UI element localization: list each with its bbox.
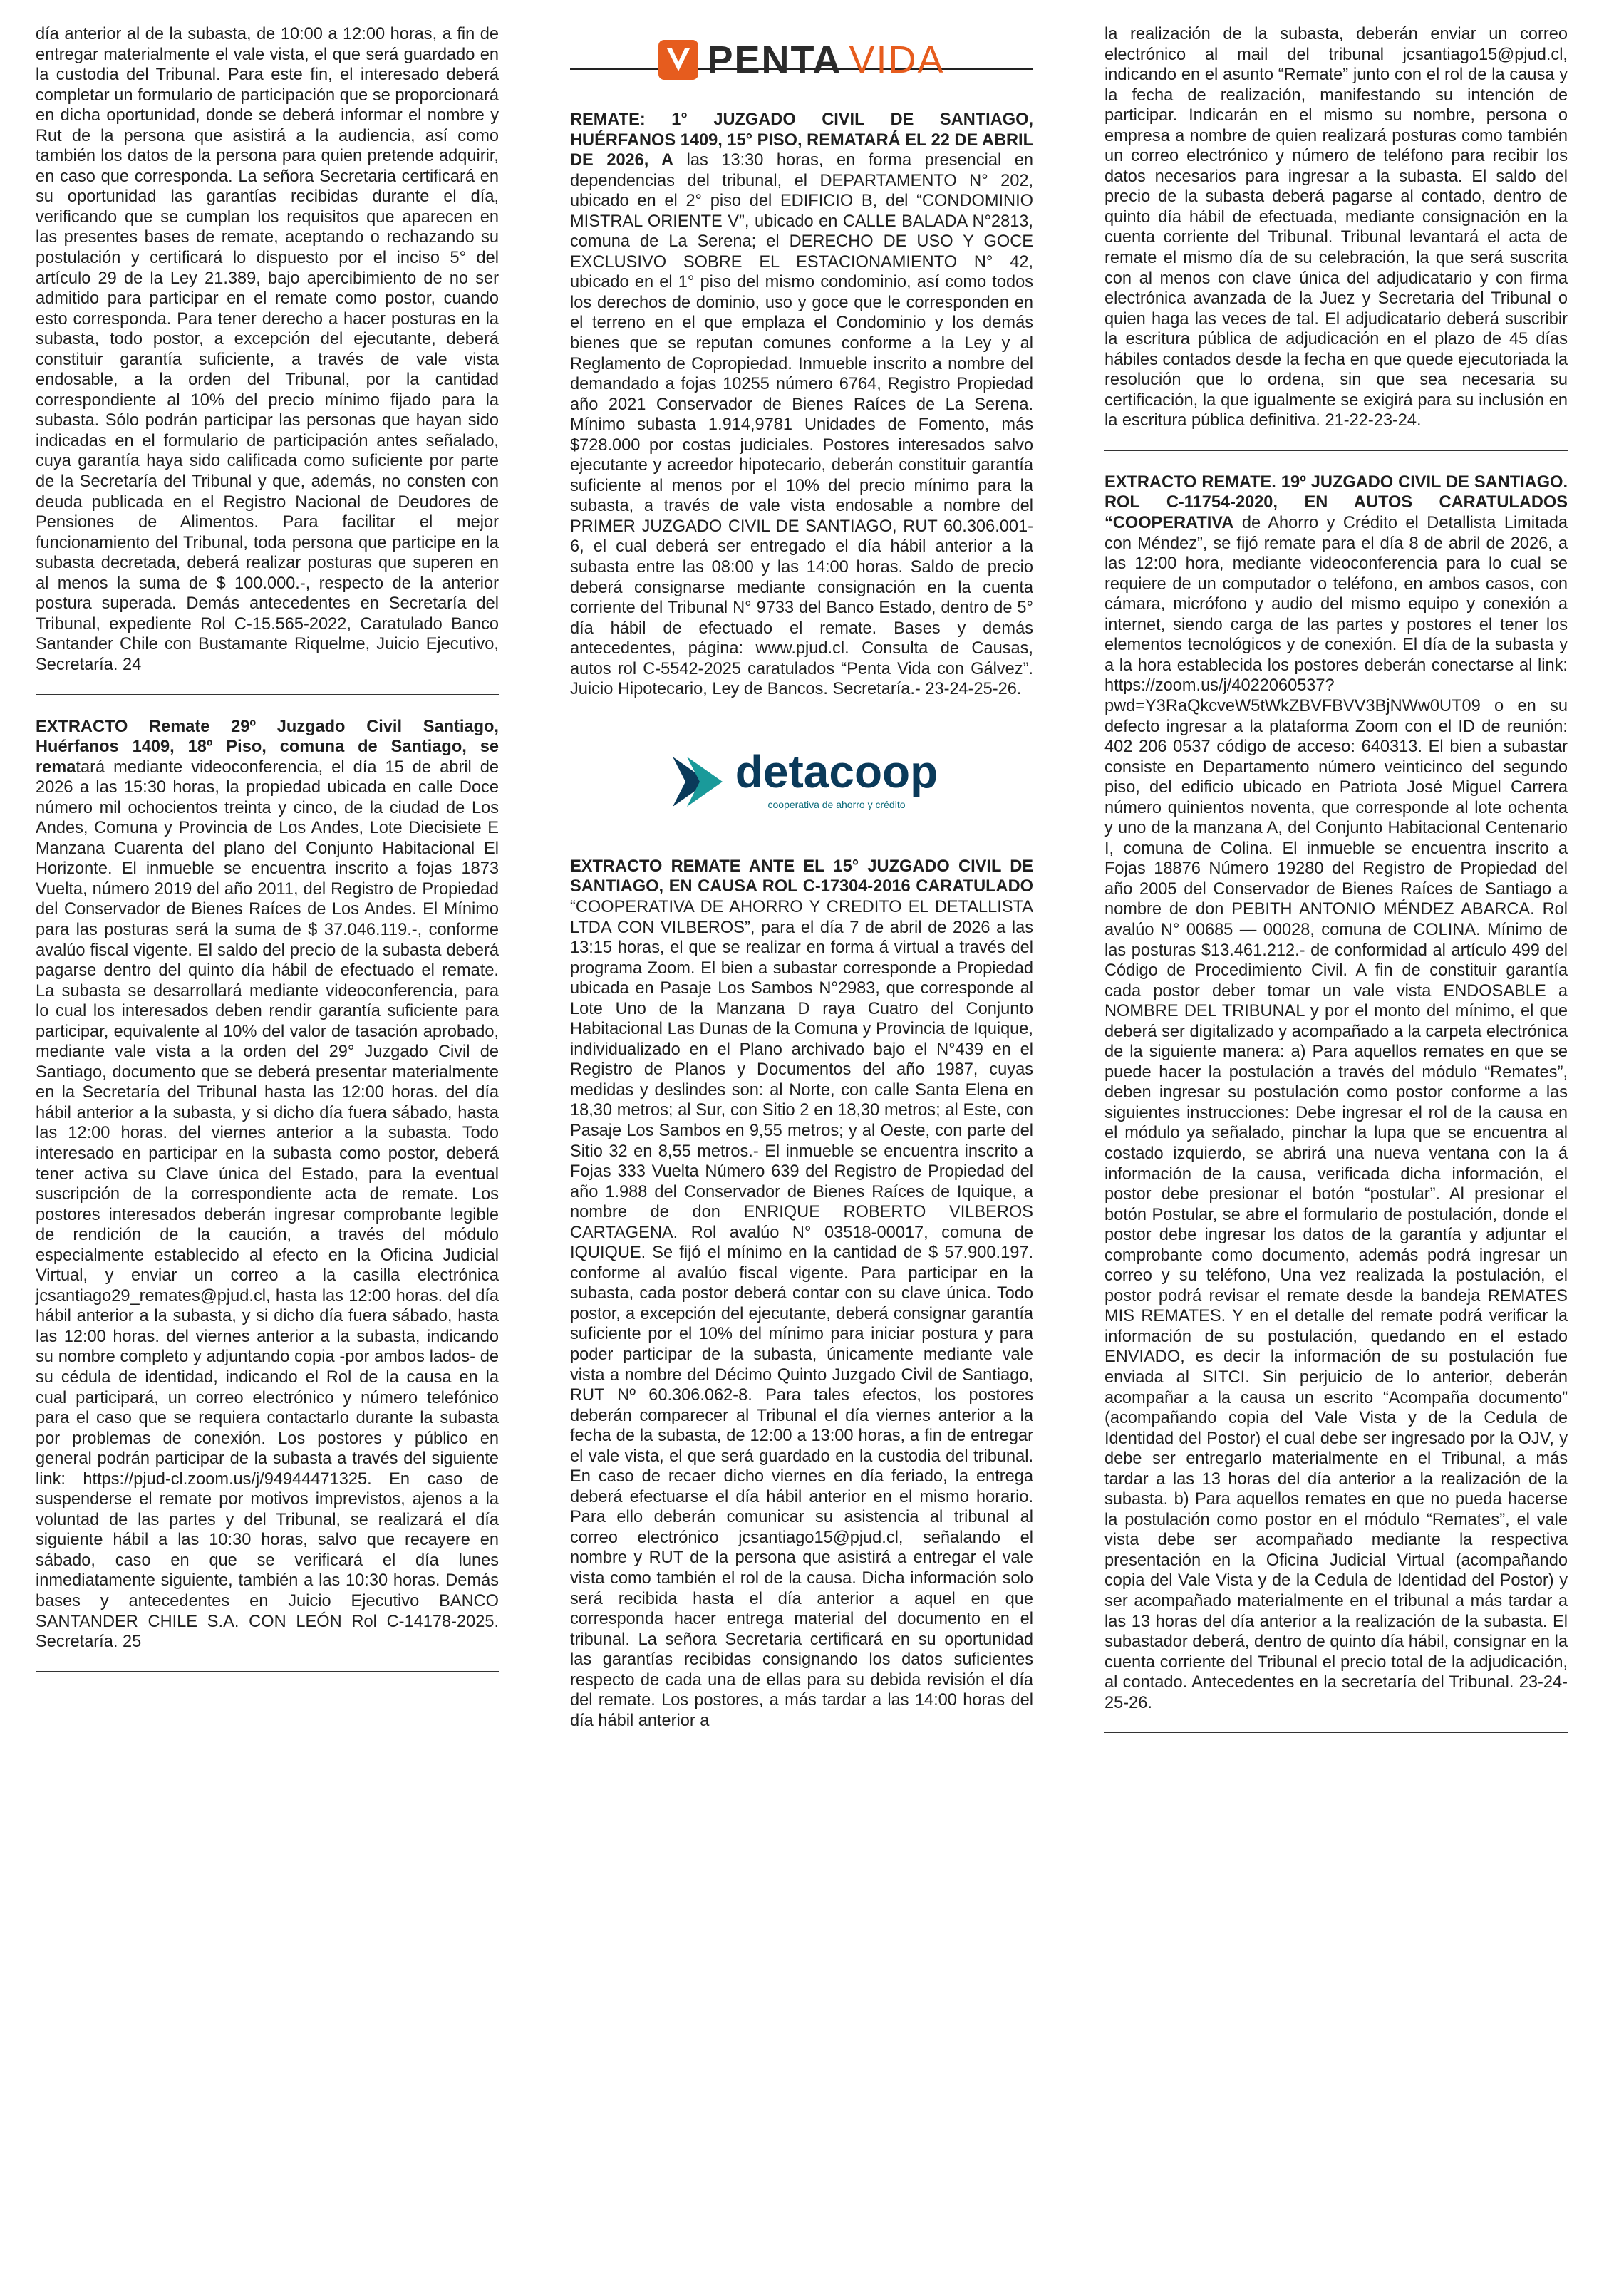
divider xyxy=(36,694,499,695)
detacoop-name: detacoop xyxy=(735,745,938,797)
notice-1-juzgado xyxy=(570,110,1033,700)
detacoop-arrow-icon xyxy=(666,750,730,814)
column-1 xyxy=(36,24,499,1694)
divider xyxy=(1104,1732,1568,1733)
logo-word-penta: PENTA xyxy=(707,38,842,81)
notice-body: “COOPERATIVA DE AHORRO Y CREDITO EL DETALLISTA LTDA CON VILBEROS”, para el día 7 de abril de 2026 a las 13:15 horas, el que se realizar en forma á virtual a través del programa Zoom. El bien a subastar corresponde a Propiedad ubicada en Pasaje Los Sambos N°2983, que corresponde al Lote Uno de la Manzana D raya Cuatro del Conjunto Habitacional Las Dunas de la Comuna y Provincia de Iquique, individualizado en el Plano archivado bajo el N°439 en el Registro de Planos y Documentos del año 1987, cuyas medidas y deslindes son: al Norte, con calle Santa Elena en 18,30 metros; al Sur, con Sitio 2 en 18,30 metros; al Este, con Pasaje Los Sambos en 9,55 metros; y al Oeste, con parte del Sitio 32 en 8,55 metros.- El inmueble se encuentra inscrito a Fojas 333 Vuelta Número 639 del Registro de Propiedad del año 1.988 del Conservador de Bienes Raíces de Iquique, a nombre de don ENRIQUE ROBERTO VILBEROS CARTAGENA. Rol avalúo N° 03518-00017, comuna de IQUIQUE. Se fijó el mínimo en la cantidad de $ 57.900.197. conforme al avalúo fiscal vigente. Para participar en la subasta, cada postor deberá contar con su clave única. Todo postor, a excepción del ejecutante, deberá consignar garantía suficiente por el 10% del mínimo para iniciar postura y para poder participar de la subasta, únicamente mediante vale vista a nombre del Décimo Quinto Juzgado Civil de Santiago, RUT Nº 60.306.062-8. Para tales efectos, los postores deberán comparecer al Tribunal el día viernes anterior a la fecha de la subasta, de 12:00 a 13:00 horas, a fin de entregar el vale vista, el que será guardado en la custodia del tribunal. En caso de recaer dicho viernes en día feriado, la entrega deberá efectuarse el día hábil anterior en el mismo horario. Para ello deberán comunicar su asistencia al tribunal al correo electrónico jcsantiago15@pjud.cl, señalando el nombre y RUT de la persona que asistirá a entregar el vale vista como también el rol de la causa. Dicha información solo será recibida hasta el día anterior a aquel en que corresponda hacer entrega material del documento en el tribunal. La señora Secretaria certificará en su oportunidad las garantías recibidas consignando los datos suficientes respecto de cada una de ellas para su debida revisión el día del remate. Los postores, a más tardar a las 14:00 horas del día hábil anterior a xyxy=(570,897,1033,1730)
detacoop-logo xyxy=(570,743,1033,821)
notice-19-juzgado xyxy=(1104,472,1568,1713)
penta-vida-wordmark xyxy=(707,38,945,81)
divider xyxy=(1104,450,1568,451)
column-3 xyxy=(1104,24,1568,1754)
notice-lead: EXTRACTO REMATE ANTE EL 15° JUZGADO CIVIL DE SANTIAGO, EN CAUSA ROL C-17304-2016 CARATULADO xyxy=(570,857,1033,896)
notice-29-juzgado xyxy=(36,717,499,1653)
notice-body: las 13:30 horas, en forma presencial en dependencias del tribunal, el DEPARTAMENTO N° 202, ubicado en el 2° piso del EDIFICIO B, del “CONDOMINIO MISTRAL ORIENTE V”, ubicado en CALLE BALADA N°2813, comuna de La Serena; el DERECHO DE USO Y GOCE EXCLUSIVO SOBRE EL ESTACIONAMIENTO N° 42, ubicado en el 1° piso del mismo condominio, así como todos los derechos de dominio, uso y goce que le corresponden en el terreno en el que emplaza el Condominio y los demás bienes que se reputan comunes conforme a la Ley y al Reglamento de Copropiedad. Inmueble inscrito a nombre del demandado a fojas 10255 número 6764, Registro Propiedad año 2021 Conservador de Bienes Raíces de La Serena. Mínimo subasta 1.914,9781 Unidades de Fomento, más $728.000 por costas judiciales. Postores interesados salvo ejecutante y acreedor hipotecario, deberán constituir garantía suficiente al menos por el 10% del precio mínimo para la subasta, a través de vale vista endosable a nombre del PRIMER JUZGADO CIVIL DE SANTIAGO, RUT 60.306.001-6, el cual deberá ser entregado el día hábil anterior a la subasta entre las 08:00 y las 14:00 horas. Saldo de precio deberá consignarse mediante consignación en la cuenta corriente del Tribunal N° 9733 del Banco Estado, dentro de 5° día hábil de efectuado el remate. Bases y demás antecedentes, página: www.pjud.cl. Consulta de Causas, autos rol C-5542-2025 caratulados “Penta Vida con Gálvez”. Juicio Hipotecario, Ley de Bancos. Secretaría.- 23-24-25-26. xyxy=(570,151,1033,699)
penta-v-icon xyxy=(658,40,698,80)
notice-continued-rol-c-15565: día anterior al de la subasta, de 10:00 a 12:00 horas, a fin de entregar materialmente el vale vista, el que será guardado en la custodia del Tribunal. Para este fin, el interesado deberá completar un formulario de participación que se proporcionará en dicha oportunidad, donde se deberá informar el nombre y Rut de la persona que asistirá a la audiencia, así como también los datos de la persona para quien pretende adquirir, en caso que corresponda. La señora Secretaria certificará en su oportunidad las garantías recibidas durante el día, verificando que se cumplan los requisitos que aparecen en las presentes bases de remate, aceptando o rechazando su postulación y certificará lo dispuesto por el inciso 5° del artículo 29 de la Ley 21.389, bajo apercibimiento de no ser admitido para participar en el remate como postor, cuando esto corresponda. Para tener derecho a hacer posturas en la subasta, todo postor, a excepción del ejecutante, deberá constituir garantía suficiente, a través de vale vista endosable, a la orden del Tribunal, por la cantidad correspondiente al 10% del precio mínimo fijado para la subasta. Sólo podrán participar las personas que hayan sido indicadas en el formulario de participación antes señalado, cuya garantía haya sido calificada como suficiente por parte de la Secretaría del Tribunal y que, además, no consten con deuda publicada en el Registro Nacional de Deudores de Pensiones de Alimentos. Para facilitar el mejor funcionamiento del Tribunal, toda persona que participe en la subasta decretada, deberá realizar posturas que superen en al menos la suma de $ 100.000.-, respecto de la anterior postura superada. Demás antecedentes en Secretaría del Tribunal, expediente Rol C-15.565-2022, Caratulado Banco Santander Chile con Bustamante Riquelme, Juicio Ejecutivo, Secretaría. 24 xyxy=(36,25,499,674)
notice-15-juzgado xyxy=(570,857,1033,1732)
notice-lead: EXTRACTO Remate 29º Juzgado Civil Santiago, Huérfanos 1409, 18º Piso, comuna de Santiago, se rema xyxy=(36,717,499,777)
notice-15-juzgado-continued: la realización de la subasta, deberán enviar un correo electrónico al mail del tribunal jcsantiago15@pjud.cl, indicando en el asunto “Remate” junto con el rol de la causa y la fecha de realización, manifestando su intención de participar. Indicarán en el mismo su nombre, persona o empresa a nombre de quien realizará posturas como también un correo electrónico y número de teléfono para recibir los datos necesarios para ingresar a la subasta. El saldo del precio de la subasta deberá pagarse al contado, dentro de quinto día hábil de efectuada, mediante consignación en la cuenta corriente del Tribunal. Tribunal levantará el acta de remate el mismo día de su celebración, la que será suscrita con al menos con clave única del adjudicatario y con firma electrónica avanzada de la Juez y Secretaria del Tribunal o quien haga las veces de tal. El adjudicatario deberá suscribir la escritura pública de adjudicación en el plazo de 45 días hábiles contados desde la fecha en que quede ejecutoriada la resolución que lo ordena, sin que sea necesaria su certificación, la que igualmente se exigirá para su inclusión en la escritura pública definitiva. 21-22-23-24. xyxy=(1104,25,1568,430)
notice-lead: EXTRACTO REMATE. 19º JUZGADO CIVIL DE SANTIAGO. ROL C-11754-2020, EN AUTOS CARATULADOS “COOPERATIVA xyxy=(1104,472,1568,533)
logo-word-vida: VIDA xyxy=(849,38,945,81)
notice-body: de Ahorro y Crédito el Detallista Limitada con Méndez”, se fijó remate para el día 8 de abril de 2026, a las 12:00 hora, mediante videoconferencia para lo cual se requiere de un computador o teléfono, en ambos casos, con cámara, micrófono y audio del mismo equipo y conexión a internet, siendo carga de las partes y postores el tener los elementos tecnológicos y de conexión. El día de la subasta y a la hora establecida los postores deberán conectarse al link: https://zoom.us/j/4022060537?pwd=Y3RaQkcveW5tWkZBVFBVV3BjNWw0UT09 o en su defecto ingresar a la plataforma Zoom con el ID de reunión: 402 206 0537 código de acceso: 640313. El bien a subastar consiste en Departamento número veinticinco del segundo piso, del edificio ubicado en Patriota José Miguel Carrera número quinientos noventa, que corresponde al lote ochenta y uno de la manzana A, del Conjunto Habitacional Centenario I, comuna de Colina. El inmueble se encuentra inscrito a Fojas 18876 Número 19280 del Registro de Propiedad del año 2005 del Conservador de Bienes Raíces de Santiago a nombre de don PEBITH ANTONIO MÉNDEZ ABARCA. Rol avalúo N° 00685 — 00028, comuna de COLINA. Mínimo de las posturas $13.461.212.- de conformidad al artículo 499 del Código de Procedimiento Civil. A fin de constituir garantía cada postor deber tomar un vale vista ENDOSABLE a NOMBRE DEL TRIBUNAL y por el monto del mínimo, el que deberá ser digitalizado y acompañado a la carpeta electrónica de la siguiente manera: a) Para aquellos remates en que se puede hacer la postulación a través del módulo “Remates”, deben ingresar su postulación como postor conforme a las siguientes instrucciones: Debe ingresar el rol de la causa en el módulo ya señalado, pinchar la lupa que se encuentra al costado izquierdo, se abrirá una nueva ventana con la á información de la causa, verificada dicha información, el postor debe presionar el botón “postular”. Al presionar el botón Postular, se abre el formulario de postulación, donde el postor debe ingresar los datos de la garantía y adjuntar el comprobante como documento, además podrá ingresar un correo y su teléfono, Una vez realizada la postulación, el postor podrá revisar el remate desde la bandeja REMATES MIS REMATES. Y en el detalle del remate podrá verificar la información de su postulación, quedando en el estado ENVIADO, es decir la información de su postulación fue enviada al SITCI. Sin perjuicio de lo anterior, deberán acompañar a la causa un escrito “Acompaña documento” (acompañando copia del Vale Vista y de la Cedula de Identidad del Postor) el cual debe ser ingresado por la OJV, y debe ser entregarlo materialmente en el Tribunal, a más tardar a las 13 horas del día anterior a la realización de la subasta. b) Para aquellos remates en que no pueda hacerse la postulación como postor en el módulo “Remates”, el vale vista debe ser acompañado mediante la respectiva presentación en la Oficina Judicial Virtual (acompañando copia del Vale Vista y de la Cedula de Identidad del Postor) y ser acompañado materialmente en el tribunal a más tardar a las 13 horas del día anterior a la realización de la subasta. El subastador deberá, dentro de quinto día hábil, consignar en la cuenta corriente del Tribunal el precio total de la adjudicación, al contado. Antecedentes en la secretaría del Tribunal. 23-24-25-26. xyxy=(1104,514,1568,1712)
divider xyxy=(36,1671,499,1672)
detacoop-tagline: cooperativa de ahorro y crédito xyxy=(767,798,906,810)
column-2 xyxy=(570,24,1033,1731)
penta-vida-logo xyxy=(570,24,1033,95)
notice-lead: REMATE: 1° JUZGADO CIVIL DE SANTIAGO, HUÉRFANOS 1409, 15° PISO, REMATARÁ EL 22 DE ABRIL DE 2026, A xyxy=(570,110,1033,170)
notice-body: tará mediante videoconferencia, el día 15 de abril de 2026 a las 15:30 horas, la propiedad ubicada en calle Doce número mil ochocientos treinta y cinco, de la ciudad de Los Andes, Comuna y Provincia de Los Andes, Lote Diecisiete E Manzana Cuarenta del plano del Conjunto Habitacional El Horizonte. El inmueble se encuentra inscrito a fojas 1873 Vuelta, número 2019 del año 2011, del Registro de Propiedad del Conservador de Bienes Raíces de Los Andes. El Mínimo para las posturas será la suma de $ 37.046.119.-, conforme avalúo fiscal vigente. El saldo del precio de la subasta deberá pagarse dentro del quinto día hábil de efectuado el remate. La subasta se desarrollará mediante videoconferencia, para lo cual los interesados deben rendir garantía suficiente para participar, equivalente al 10% del valor de tasación aprobado, mediante vale vista a la orden del 29° Juzgado Civil de Santiago, documento que se deberá presentar materialmente en la Secretaría del Tribunal hasta las 12:00 horas. del día hábil anterior a la subasta, y si dicho día fuera sábado, hasta las 12:00 horas. del viernes anterior a la subasta. Todo interesado en participar en la subasta como postor, deberá tener activa su Clave única del Estado, para la eventual suscripción de la correspondiente acta de remate. Los postores interesados deberán ingresar comprobante legible de rendición de la caución, a través del módulo especialmente establecido al efecto en la Oficina Judicial Virtual, y enviar un correo a la casilla electrónica jcsantiago29_remates@pjud.cl, hasta las 12:00 horas. del día hábil anterior a la subasta, y si dicho día fuera sábado, hasta las 12:00 horas. del viernes anterior a la subasta, indicando su nombre completo y adjuntando copia -por ambos lados- de su cédula de identidad, indicando el Rol de la causa en la cual participará, un correo electrónico y número telefónico para el caso que se requiera contactarlo durante la subasta por problemas de conexión. Los postores y público en general podrán participar de la subasta a través del siguiente link: https://pjud-cl.zoom.us/j/94944471325. En caso de suspenderse el remate por motivos imprevistos, ajenos a la voluntad de las partes y del Tribunal, se realizará el día siguiente hábil a las 10:30 horas, salvo que recayere en sábado, caso en que se verificará el día lunes inmediatamente siguiente, también a las 10:30 horas. Demás bases y antecedentes en Juicio Ejecutivo BANCO SANTANDER CHILE S.A. CON LEÓN Rol C-14178-2025. Secretaría. 25 xyxy=(36,757,499,1652)
